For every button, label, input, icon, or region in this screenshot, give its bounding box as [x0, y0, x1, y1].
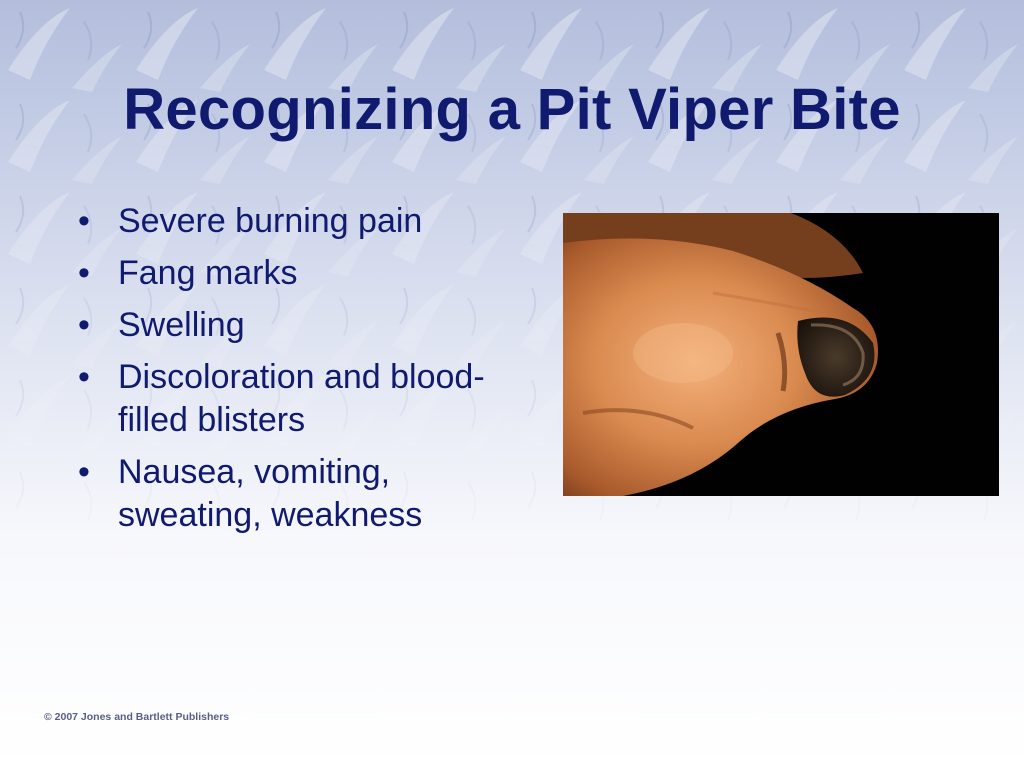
bullet-icon: •	[78, 358, 90, 396]
bullet-icon: •	[78, 254, 90, 292]
swollen-finger-icon	[563, 213, 999, 496]
bullet-icon: •	[78, 202, 90, 240]
bullet-text: Discoloration and blood-filled blisters	[118, 358, 485, 439]
bullet-text: Severe burning pain	[118, 202, 423, 240]
bullet-text: Swelling	[118, 306, 245, 344]
bullet-text: Nausea, vomiting, sweating, weakness	[118, 453, 423, 534]
bullet-item	[72, 252, 542, 295]
bullet-icon: •	[78, 306, 90, 344]
slide-title: Recognizing a Pit Viper Bite	[123, 77, 901, 142]
copyright-footer: © 2007 Jones and Bartlett Publishers	[44, 711, 230, 723]
bullet-item	[72, 356, 542, 442]
bullet-icon: •	[78, 453, 90, 491]
bullet-item	[72, 451, 542, 537]
bullet-list	[72, 200, 542, 546]
bullet-text: Fang marks	[118, 254, 298, 292]
bite-photo	[563, 213, 999, 496]
bullet-item	[72, 304, 542, 347]
bullet-item	[72, 200, 542, 243]
